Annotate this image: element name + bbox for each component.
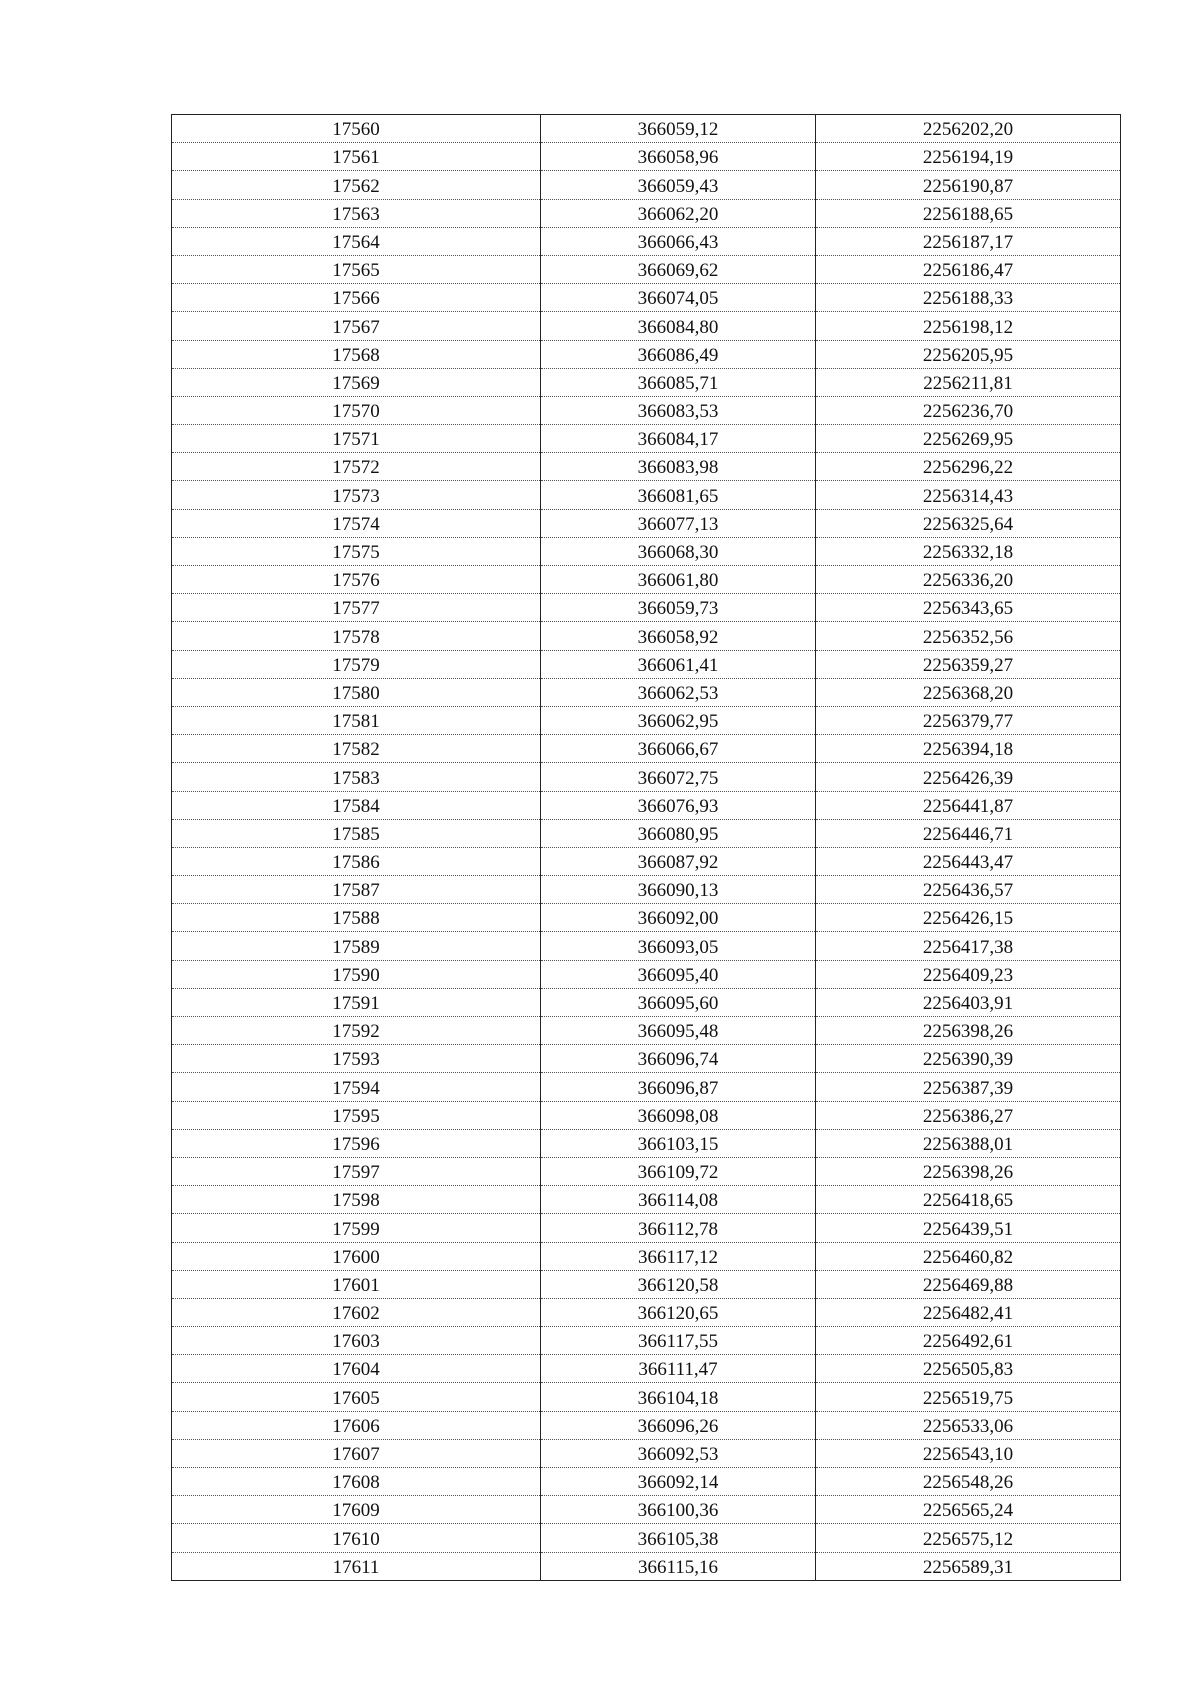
x-coordinate-cell: 366115,16 — [541, 1552, 816, 1580]
y-coordinate-cell: 2256194,19 — [816, 143, 1121, 171]
y-coordinate-cell: 2256359,27 — [816, 650, 1121, 678]
x-coordinate-cell: 366093,05 — [541, 932, 816, 960]
point-number-cell: 17607 — [172, 1439, 541, 1467]
point-number-cell: 17603 — [172, 1327, 541, 1355]
y-coordinate-cell: 2256336,20 — [816, 566, 1121, 594]
table-row — [172, 1045, 1121, 1073]
table-row — [172, 1101, 1121, 1129]
table-row — [172, 1468, 1121, 1496]
point-number-cell: 17599 — [172, 1214, 541, 1242]
x-coordinate-cell: 366117,55 — [541, 1327, 816, 1355]
y-coordinate-cell: 2256198,12 — [816, 312, 1121, 340]
x-coordinate-cell: 366061,80 — [541, 566, 816, 594]
point-number-cell: 17563 — [172, 199, 541, 227]
x-coordinate-cell: 366077,13 — [541, 509, 816, 537]
y-coordinate-cell: 2256368,20 — [816, 678, 1121, 706]
x-coordinate-cell: 366090,13 — [541, 876, 816, 904]
point-number-cell: 17587 — [172, 876, 541, 904]
point-number-cell: 17586 — [172, 847, 541, 875]
x-coordinate-cell: 366058,96 — [541, 143, 816, 171]
point-number-cell: 17598 — [172, 1186, 541, 1214]
y-coordinate-cell: 2256441,87 — [816, 791, 1121, 819]
x-coordinate-cell: 366083,98 — [541, 453, 816, 481]
y-coordinate-cell: 2256205,95 — [816, 340, 1121, 368]
point-number-cell: 17569 — [172, 368, 541, 396]
x-coordinate-cell: 366092,14 — [541, 1468, 816, 1496]
x-coordinate-cell: 366098,08 — [541, 1101, 816, 1129]
y-coordinate-cell: 2256403,91 — [816, 988, 1121, 1016]
x-coordinate-cell: 366096,87 — [541, 1073, 816, 1101]
y-coordinate-cell: 2256426,39 — [816, 763, 1121, 791]
point-number-cell: 17561 — [172, 143, 541, 171]
x-coordinate-cell: 366100,36 — [541, 1496, 816, 1524]
table-row — [172, 284, 1121, 312]
table-row — [172, 566, 1121, 594]
table-row — [172, 425, 1121, 453]
table-row — [172, 509, 1121, 537]
y-coordinate-cell: 2256332,18 — [816, 537, 1121, 565]
point-number-cell: 17564 — [172, 227, 541, 255]
table-row — [172, 1157, 1121, 1185]
point-number-cell: 17575 — [172, 537, 541, 565]
x-coordinate-cell: 366114,08 — [541, 1186, 816, 1214]
table-row — [172, 453, 1121, 481]
table-row — [172, 904, 1121, 932]
point-number-cell: 17602 — [172, 1298, 541, 1326]
point-number-cell: 17567 — [172, 312, 541, 340]
y-coordinate-cell: 2256186,47 — [816, 255, 1121, 283]
table-row — [172, 960, 1121, 988]
x-coordinate-cell: 366059,43 — [541, 171, 816, 199]
y-coordinate-cell: 2256236,70 — [816, 396, 1121, 424]
x-coordinate-cell: 366081,65 — [541, 481, 816, 509]
y-coordinate-cell: 2256325,64 — [816, 509, 1121, 537]
coordinates-table — [171, 114, 1121, 1581]
y-coordinate-cell: 2256436,57 — [816, 876, 1121, 904]
y-coordinate-cell: 2256505,83 — [816, 1355, 1121, 1383]
y-coordinate-cell: 2256269,95 — [816, 425, 1121, 453]
table-row — [172, 1552, 1121, 1580]
x-coordinate-cell: 366066,43 — [541, 227, 816, 255]
point-number-cell: 17605 — [172, 1383, 541, 1411]
point-number-cell: 17571 — [172, 425, 541, 453]
table-row — [172, 171, 1121, 199]
point-number-cell: 17596 — [172, 1129, 541, 1157]
x-coordinate-cell: 366117,12 — [541, 1242, 816, 1270]
table-row — [172, 115, 1121, 143]
y-coordinate-cell: 2256543,10 — [816, 1439, 1121, 1467]
y-coordinate-cell: 2256314,43 — [816, 481, 1121, 509]
point-number-cell: 17572 — [172, 453, 541, 481]
point-number-cell: 17582 — [172, 735, 541, 763]
x-coordinate-cell: 366080,95 — [541, 819, 816, 847]
x-coordinate-cell: 366104,18 — [541, 1383, 816, 1411]
x-coordinate-cell: 366095,48 — [541, 1017, 816, 1045]
table-row — [172, 255, 1121, 283]
point-number-cell: 17609 — [172, 1496, 541, 1524]
point-number-cell: 17592 — [172, 1017, 541, 1045]
y-coordinate-cell: 2256418,65 — [816, 1186, 1121, 1214]
point-number-cell: 17568 — [172, 340, 541, 368]
point-number-cell: 17594 — [172, 1073, 541, 1101]
y-coordinate-cell: 2256575,12 — [816, 1524, 1121, 1552]
point-number-cell: 17574 — [172, 509, 541, 537]
x-coordinate-cell: 366120,58 — [541, 1270, 816, 1298]
x-coordinate-cell: 366096,74 — [541, 1045, 816, 1073]
point-number-cell: 17593 — [172, 1045, 541, 1073]
y-coordinate-cell: 2256460,82 — [816, 1242, 1121, 1270]
y-coordinate-cell: 2256388,01 — [816, 1129, 1121, 1157]
y-coordinate-cell: 2256202,20 — [816, 115, 1121, 143]
x-coordinate-cell: 366061,41 — [541, 650, 816, 678]
table-row — [172, 1355, 1121, 1383]
point-number-cell: 17608 — [172, 1468, 541, 1496]
table-row — [172, 199, 1121, 227]
table-row — [172, 594, 1121, 622]
table-row — [172, 1439, 1121, 1467]
y-coordinate-cell: 2256439,51 — [816, 1214, 1121, 1242]
point-number-cell: 17606 — [172, 1411, 541, 1439]
point-number-cell: 17573 — [172, 481, 541, 509]
point-number-cell: 17595 — [172, 1101, 541, 1129]
table-row — [172, 340, 1121, 368]
y-coordinate-cell: 2256387,39 — [816, 1073, 1121, 1101]
point-number-cell: 17580 — [172, 678, 541, 706]
table-row — [172, 1073, 1121, 1101]
y-coordinate-cell: 2256565,24 — [816, 1496, 1121, 1524]
y-coordinate-cell: 2256398,26 — [816, 1017, 1121, 1045]
table-row — [172, 537, 1121, 565]
x-coordinate-cell: 366066,67 — [541, 735, 816, 763]
x-coordinate-cell: 366058,92 — [541, 622, 816, 650]
y-coordinate-cell: 2256188,65 — [816, 199, 1121, 227]
table-row — [172, 1524, 1121, 1552]
table-row — [172, 1242, 1121, 1270]
y-coordinate-cell: 2256519,75 — [816, 1383, 1121, 1411]
y-coordinate-cell: 2256469,88 — [816, 1270, 1121, 1298]
y-coordinate-cell: 2256443,47 — [816, 847, 1121, 875]
table-row — [172, 396, 1121, 424]
y-coordinate-cell: 2256296,22 — [816, 453, 1121, 481]
point-number-cell: 17601 — [172, 1270, 541, 1298]
table-row — [172, 819, 1121, 847]
x-coordinate-cell: 366092,00 — [541, 904, 816, 932]
x-coordinate-cell: 366120,65 — [541, 1298, 816, 1326]
table-row — [172, 143, 1121, 171]
table-row — [172, 763, 1121, 791]
point-number-cell: 17562 — [172, 171, 541, 199]
x-coordinate-cell: 366062,53 — [541, 678, 816, 706]
table-row — [172, 1383, 1121, 1411]
table-row — [172, 1298, 1121, 1326]
y-coordinate-cell: 2256548,26 — [816, 1468, 1121, 1496]
y-coordinate-cell: 2256533,06 — [816, 1411, 1121, 1439]
y-coordinate-cell: 2256343,65 — [816, 594, 1121, 622]
y-coordinate-cell: 2256426,15 — [816, 904, 1121, 932]
point-number-cell: 17578 — [172, 622, 541, 650]
x-coordinate-cell: 366059,73 — [541, 594, 816, 622]
table-row — [172, 1186, 1121, 1214]
table-row — [172, 876, 1121, 904]
x-coordinate-cell: 366059,12 — [541, 115, 816, 143]
y-coordinate-cell: 2256446,71 — [816, 819, 1121, 847]
point-number-cell: 17584 — [172, 791, 541, 819]
table-row — [172, 1129, 1121, 1157]
table-row — [172, 650, 1121, 678]
x-coordinate-cell: 366111,47 — [541, 1355, 816, 1383]
table-row — [172, 706, 1121, 734]
point-number-cell: 17565 — [172, 255, 541, 283]
y-coordinate-cell: 2256390,39 — [816, 1045, 1121, 1073]
table-row — [172, 735, 1121, 763]
table-row — [172, 791, 1121, 819]
x-coordinate-cell: 366086,49 — [541, 340, 816, 368]
coordinates-table-body — [172, 115, 1121, 1581]
y-coordinate-cell: 2256409,23 — [816, 960, 1121, 988]
point-number-cell: 17588 — [172, 904, 541, 932]
table-row — [172, 1214, 1121, 1242]
y-coordinate-cell: 2256187,17 — [816, 227, 1121, 255]
x-coordinate-cell: 366083,53 — [541, 396, 816, 424]
table-row — [172, 678, 1121, 706]
point-number-cell: 17583 — [172, 763, 541, 791]
x-coordinate-cell: 366084,17 — [541, 425, 816, 453]
table-row — [172, 1496, 1121, 1524]
point-number-cell: 17604 — [172, 1355, 541, 1383]
y-coordinate-cell: 2256211,81 — [816, 368, 1121, 396]
x-coordinate-cell: 366062,20 — [541, 199, 816, 227]
x-coordinate-cell: 366062,95 — [541, 706, 816, 734]
point-number-cell: 17610 — [172, 1524, 541, 1552]
x-coordinate-cell: 366069,62 — [541, 255, 816, 283]
x-coordinate-cell: 366085,71 — [541, 368, 816, 396]
table-row — [172, 1411, 1121, 1439]
point-number-cell: 17591 — [172, 988, 541, 1016]
x-coordinate-cell: 366074,05 — [541, 284, 816, 312]
x-coordinate-cell: 366105,38 — [541, 1524, 816, 1552]
point-number-cell: 17589 — [172, 932, 541, 960]
x-coordinate-cell: 366092,53 — [541, 1439, 816, 1467]
table-row — [172, 368, 1121, 396]
y-coordinate-cell: 2256482,41 — [816, 1298, 1121, 1326]
x-coordinate-cell: 366103,15 — [541, 1129, 816, 1157]
table-row — [172, 1327, 1121, 1355]
x-coordinate-cell: 366095,60 — [541, 988, 816, 1016]
point-number-cell: 17585 — [172, 819, 541, 847]
table-row — [172, 622, 1121, 650]
point-number-cell: 17577 — [172, 594, 541, 622]
y-coordinate-cell: 2256398,26 — [816, 1157, 1121, 1185]
table-row — [172, 847, 1121, 875]
x-coordinate-cell: 366068,30 — [541, 537, 816, 565]
x-coordinate-cell: 366112,78 — [541, 1214, 816, 1242]
point-number-cell: 17600 — [172, 1242, 541, 1270]
y-coordinate-cell: 2256352,56 — [816, 622, 1121, 650]
point-number-cell: 17611 — [172, 1552, 541, 1580]
x-coordinate-cell: 366109,72 — [541, 1157, 816, 1185]
y-coordinate-cell: 2256589,31 — [816, 1552, 1121, 1580]
point-number-cell: 17566 — [172, 284, 541, 312]
y-coordinate-cell: 2256379,77 — [816, 706, 1121, 734]
point-number-cell: 17560 — [172, 115, 541, 143]
y-coordinate-cell: 2256386,27 — [816, 1101, 1121, 1129]
point-number-cell: 17597 — [172, 1157, 541, 1185]
table-row — [172, 988, 1121, 1016]
x-coordinate-cell: 366087,92 — [541, 847, 816, 875]
point-number-cell: 17576 — [172, 566, 541, 594]
y-coordinate-cell: 2256190,87 — [816, 171, 1121, 199]
x-coordinate-cell: 366072,75 — [541, 763, 816, 791]
point-number-cell: 17581 — [172, 706, 541, 734]
y-coordinate-cell: 2256417,38 — [816, 932, 1121, 960]
x-coordinate-cell: 366096,26 — [541, 1411, 816, 1439]
table-row — [172, 932, 1121, 960]
x-coordinate-cell: 366076,93 — [541, 791, 816, 819]
table-row — [172, 1270, 1121, 1298]
point-number-cell: 17590 — [172, 960, 541, 988]
y-coordinate-cell: 2256394,18 — [816, 735, 1121, 763]
point-number-cell: 17579 — [172, 650, 541, 678]
y-coordinate-cell: 2256188,33 — [816, 284, 1121, 312]
x-coordinate-cell: 366084,80 — [541, 312, 816, 340]
point-number-cell: 17570 — [172, 396, 541, 424]
table-row — [172, 1017, 1121, 1045]
y-coordinate-cell: 2256492,61 — [816, 1327, 1121, 1355]
table-row — [172, 481, 1121, 509]
x-coordinate-cell: 366095,40 — [541, 960, 816, 988]
table-row — [172, 227, 1121, 255]
table-row — [172, 312, 1121, 340]
